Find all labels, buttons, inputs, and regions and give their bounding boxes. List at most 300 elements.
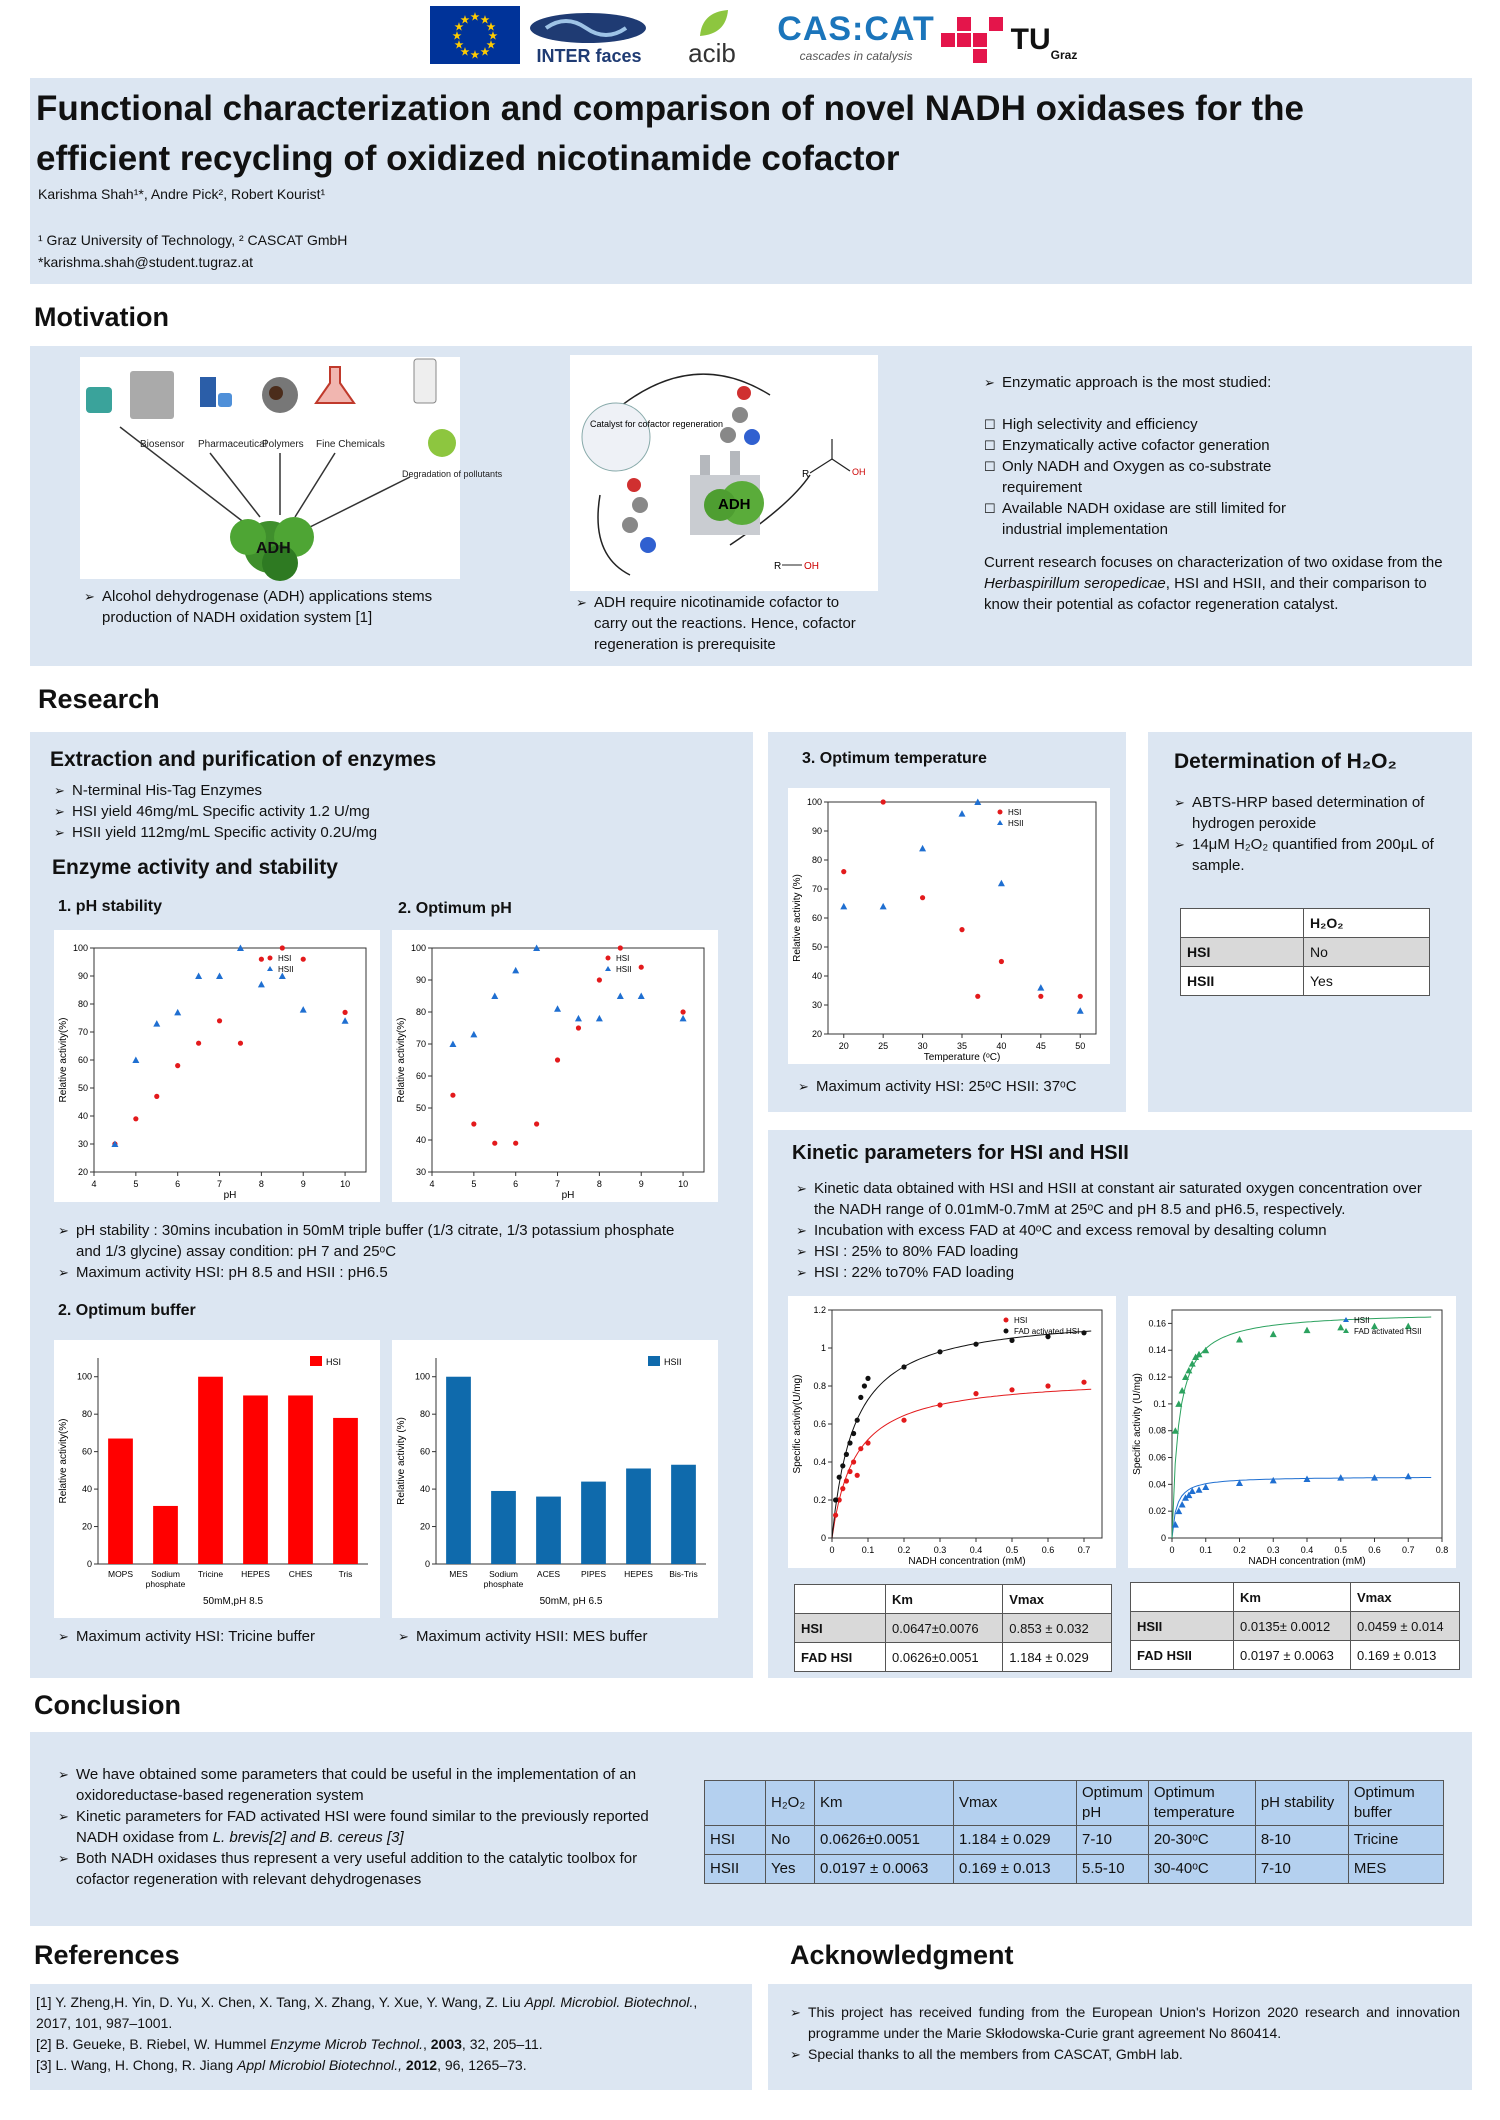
summary-header-cell: Optimum temperature — [1148, 1781, 1255, 1826]
reference-2: [2] B. Geueke, B. Riebel, W. Hummel Enzyme Microb Technol., 2003, 32, 205–11. — [36, 2036, 543, 2052]
kin-vmax: 0.853 ± 0.032 — [1003, 1614, 1112, 1643]
poster-title-line2: efficient recycling of oxidized nicotinamide cofactor — [36, 139, 900, 178]
data-point-hsi — [858, 1446, 863, 1451]
category-label: Tricine — [197, 1569, 224, 1579]
h2o2-table-header: H₂O₂ — [1304, 909, 1430, 938]
data-point-hsi — [840, 1486, 845, 1491]
summary-cell: 0.0197 ± 0.0063 — [815, 1855, 954, 1884]
degradation-icon — [414, 359, 456, 457]
fig1-caption-text: ➢ Alcohol dehydrogenase (ADH) applications stems production of NADH oxidation system [1] — [84, 586, 464, 628]
tu-blocks-icon — [941, 15, 1011, 65]
y-tick-label: 40 — [811, 971, 822, 981]
data-point-hsii — [1077, 1007, 1084, 1014]
data-point-hsii — [596, 1015, 603, 1022]
x-tick-label: 0.5 — [1334, 1545, 1348, 1555]
x-tick-label: 4 — [429, 1179, 435, 1189]
ref3-journal: Appl Microbiol Biotechnol., — [237, 2057, 403, 2073]
ref2-details: , 32, 205–11. — [461, 2036, 543, 2052]
svg-text:★: ★ — [452, 31, 462, 42]
x-tick-label: 0.8 — [1435, 1545, 1449, 1555]
y-tick-label: 40 — [77, 1111, 88, 1121]
summary-cell: HSI — [705, 1826, 766, 1855]
x-tick-label: 0 — [829, 1545, 835, 1555]
data-point-hsii — [880, 903, 887, 910]
y-tick-label: 90 — [415, 975, 426, 985]
data-point-hsi — [342, 1010, 347, 1015]
data-point-hsii — [680, 1015, 687, 1022]
y-tick-label: 60 — [81, 1446, 92, 1457]
y-tick-label: 40 — [81, 1484, 92, 1495]
data-point-hsii — [491, 993, 498, 1000]
data-point-hsi — [844, 1478, 849, 1483]
data-point-hsii — [554, 1005, 561, 1012]
data-point-hsii — [1037, 984, 1044, 991]
motivation-heading: Motivation — [34, 302, 169, 332]
eu-stars-icon — [430, 6, 520, 64]
ref1-authors: [1] Y. Zheng,H. Yin, D. Yu, X. Chen, X. Tang, X. Zhang, Y. Xue, Y. Wang, Z. Liu — [36, 1994, 525, 2010]
data-point-hsi — [975, 994, 980, 999]
legend-marker — [310, 1356, 322, 1366]
summary-header-cell — [705, 1781, 766, 1826]
x-tick-label: 25 — [878, 1041, 889, 1051]
kinetic-point: ➢ HSI : 22% to70% FAD loading — [796, 1262, 1446, 1283]
x-axis-label: pH — [561, 1190, 575, 1201]
y-axis-label: Relative activity (%) — [792, 874, 803, 962]
fit-curve — [832, 1389, 1091, 1538]
x-tick-label: 8 — [258, 1179, 264, 1189]
x-axis-label: 50mM, pH 6.5 — [539, 1596, 603, 1607]
h2o2-row-label: HSII — [1181, 967, 1304, 996]
buffer-hsii-note — [398, 1626, 728, 1647]
h2o2-heading: Determination of H₂O₂ — [1174, 750, 1397, 773]
data-point-fad-activated-hsi — [847, 1440, 852, 1445]
category-label: Tris — [338, 1569, 353, 1579]
legend-marker — [997, 820, 1003, 825]
buffer-hsii-chart — [392, 1340, 718, 1618]
extraction-point: ➢ HSI yield 46mg/mL Specific activity 1.2 U/mg — [54, 801, 714, 822]
ref3-year: 2012 — [405, 2057, 438, 2073]
svg-text:★: ★ — [488, 31, 498, 42]
y-tick-label: 0.08 — [1148, 1425, 1166, 1436]
y-tick-label: 100 — [72, 943, 88, 953]
conclusion-point2-species: L. brevis[2] and B. cereus [3] — [212, 1829, 404, 1846]
y-tick-label: 0.02 — [1148, 1506, 1166, 1517]
y-tick-label: 80 — [811, 855, 822, 865]
x-tick-label: 0.3 — [933, 1545, 947, 1555]
interfaces-logo — [524, 6, 654, 70]
summary-cell: 30-40ᵒC — [1148, 1855, 1255, 1884]
buffer-hsii-note-text: ➢ Maximum activity HSII: MES buffer — [398, 1626, 728, 1647]
species-name: Herbaspirillum seropedicae — [984, 575, 1166, 592]
optimum-buffer-heading: 2. Optimum buffer — [58, 1302, 196, 1319]
y-tick-label: 1 — [820, 1343, 826, 1353]
legend-marker — [267, 966, 273, 971]
data-point-hsi — [597, 977, 602, 982]
summary-cell: Yes — [766, 1855, 815, 1884]
category-label: Sodium — [489, 1569, 518, 1579]
current-research-part2: , HSI and HSII, and their comparison to know their potential as cofactor regeneration catalyst. — [984, 575, 1427, 613]
ph-notes — [58, 1220, 698, 1283]
data-point-hsi — [1078, 994, 1083, 999]
data-point-hsi — [576, 1025, 581, 1030]
data-point-fad-activated-hsi — [851, 1431, 856, 1436]
ph-note: ➢ pH stability : 30mins incubation in 50mM triple buffer (1/3 citrate, 1/3 potassium phosphate and 1/3 glycine) assay condition: pH 7 and 25ᵒC — [58, 1220, 698, 1262]
acknowledgment-heading: Acknowledgment — [790, 1940, 1014, 1970]
y-axis-label: Relative activity (%) — [396, 1417, 407, 1505]
data-point-fad-activated-hsi — [837, 1475, 842, 1480]
x-tick-label: 5 — [133, 1179, 139, 1189]
x-tick-label: 5 — [471, 1179, 477, 1189]
x-tick-label: 0.1 — [861, 1545, 875, 1555]
y-tick-label: 0.14 — [1148, 1345, 1166, 1356]
legend-label: HSI — [616, 954, 630, 963]
data-point-hsii — [1270, 1477, 1277, 1484]
legend-marker — [606, 956, 611, 961]
x-tick-label: 0.4 — [969, 1545, 983, 1555]
y-tick-label: 100 — [410, 943, 426, 953]
data-point-hsii — [840, 903, 847, 910]
data-point-hsii — [195, 973, 202, 980]
data-point-fad-activated-hsi — [858, 1395, 863, 1400]
summary-cell: 0.169 ± 0.013 — [954, 1855, 1077, 1884]
data-point-hsi — [833, 1513, 838, 1518]
bar — [243, 1395, 268, 1564]
y-tick-label: 0.12 — [1148, 1372, 1166, 1383]
x-axis-label: Temperature (ᵒC) — [923, 1052, 1001, 1063]
summary-cell: 0.0626±0.0051 — [815, 1826, 954, 1855]
reference-1 — [36, 1992, 736, 2034]
data-point-hsii — [470, 1031, 477, 1038]
data-point-fad-activated-hsii — [1270, 1331, 1277, 1338]
legend-marker — [648, 1356, 660, 1366]
bar — [108, 1439, 133, 1564]
optimum-ph-chart — [392, 930, 718, 1202]
y-tick-label: 20 — [419, 1521, 430, 1532]
kin-km: 0.0197 ± 0.0063 — [1234, 1641, 1351, 1670]
h2o2-points — [1174, 792, 1444, 876]
x-tick-label: 0.7 — [1077, 1545, 1091, 1555]
data-point-hsi — [973, 1391, 978, 1396]
legend-label: HSII — [616, 965, 632, 974]
plot-frame — [832, 1310, 1102, 1538]
bar — [536, 1497, 561, 1564]
poster-title-line1: Functional characterization and comparison of novel NADH oxidases for the — [36, 89, 1304, 128]
kin-km: 0.0135± 0.0012 — [1234, 1612, 1351, 1641]
summary-cell: 7-10 — [1077, 1826, 1149, 1855]
checklist-item: ☐ High selectivity and efficiency — [984, 414, 1314, 435]
data-point-hsi — [1038, 994, 1043, 999]
acknowledgment-point: ➢ This project has received funding from the European Union's Horizon 2020 research and innovation programme under the Marie Skłodowska-Curie grant agreement No 860414. — [790, 2002, 1460, 2044]
data-point-hsii — [998, 880, 1005, 887]
svg-text:★: ★ — [480, 15, 490, 26]
data-point-hsi — [301, 957, 306, 962]
fig2-caption-text: ➢ ADH require nicotinamide cofactor to carry out the reactions. Hence, cofactor regeneration is prerequisite — [576, 592, 876, 655]
ph-stability-chart — [54, 930, 380, 1202]
temperature-chart — [788, 788, 1110, 1064]
fig2-oh-label-bottom: OH — [804, 561, 819, 572]
summary-header-cell: H₂O₂ — [766, 1781, 815, 1826]
bar — [581, 1482, 606, 1564]
data-point-hsi — [680, 1009, 685, 1014]
data-point-hsi — [450, 1093, 455, 1098]
summary-header-cell: Optimum pH — [1077, 1781, 1149, 1826]
summary-cell: No — [766, 1826, 815, 1855]
approach-text: ➢ Enzymatic approach is the most studied: — [984, 372, 1404, 393]
svg-text:★: ★ — [486, 40, 496, 51]
x-tick-label: 30 — [917, 1041, 928, 1051]
plot-frame — [1172, 1310, 1442, 1538]
svg-text:★: ★ — [460, 47, 470, 58]
temperature-note — [798, 1076, 1118, 1097]
data-point-fad-activated-hsi — [833, 1497, 838, 1502]
category-label: PIPES — [580, 1569, 607, 1579]
x-tick-label: 45 — [1035, 1041, 1046, 1051]
temperature-note-text: ➢ Maximum activity HSI: 25ᵒC HSII: 37ᵒC — [798, 1076, 1118, 1097]
h2o2-row-value: Yes — [1304, 967, 1430, 996]
bar — [491, 1491, 516, 1564]
fit-curve — [1172, 1478, 1431, 1539]
interfaces-logo-text: INTER faces — [536, 45, 642, 66]
ref1-details: , 2017, 101, 987–1001. — [36, 1994, 698, 2031]
data-point-hsi — [901, 1418, 906, 1423]
bar — [671, 1465, 696, 1564]
fine-chemicals-icon — [316, 367, 354, 403]
acknowledgment-points — [790, 2002, 1460, 2065]
acib-logo-text: acib — [688, 37, 736, 68]
data-point-hsi — [920, 895, 925, 900]
data-point-hsii — [617, 993, 624, 1000]
data-point-hsii — [1405, 1473, 1412, 1480]
y-tick-label: 0.16 — [1148, 1318, 1166, 1329]
conclusion-point: ➢ We have obtained some parameters that could be useful in the implementation of an oxidoreductase-based regeneration system — [58, 1764, 688, 1806]
y-tick-label: 50 — [415, 1103, 426, 1113]
legend-marker — [605, 966, 611, 971]
kinetic-point: ➢ Kinetic data obtained with HSI and HSII at constant air saturated oxygen concentration over the NADH range of 0.01mM-0.7mM at 25ᵒC and pH 8.5 and pH6.5, respectively. — [796, 1178, 1446, 1220]
fit-curve — [832, 1331, 1091, 1538]
x-axis-label: NADH concentration (mM) — [908, 1556, 1026, 1567]
data-point-hsi — [639, 965, 644, 970]
data-point-hsii — [575, 1015, 582, 1022]
y-tick-label: 0 — [820, 1533, 826, 1543]
kin-row-label: FAD HSI — [795, 1643, 886, 1672]
data-point-fad-activated-hsii — [1304, 1327, 1311, 1334]
data-point-hsi — [175, 1063, 180, 1068]
summary-cell: 5.5-10 — [1077, 1855, 1149, 1884]
ref3-authors: [3] L. Wang, H. Chong, R. Jiang — [36, 2057, 238, 2073]
y-tick-label: 0.1 — [1153, 1398, 1166, 1409]
kin-km: 0.0626±0.0051 — [886, 1643, 1003, 1672]
y-tick-label: 80 — [81, 1409, 92, 1420]
summary-table — [704, 1780, 1444, 1884]
ref1-journal: Appl. Microbiol. Biotechnol. — [524, 1994, 694, 2010]
y-tick-label: 70 — [415, 1039, 426, 1049]
biosensor-icon — [86, 387, 112, 413]
ph-note: ➢ Maximum activity HSI: pH 8.5 and HSII : pH6.5 — [58, 1262, 698, 1283]
tugraz-logo — [944, 14, 1078, 66]
category-label: MES — [449, 1569, 468, 1579]
data-point-fad-activated-hsi — [865, 1376, 870, 1381]
x-tick-label: 10 — [678, 1179, 689, 1189]
affiliations: ¹ Graz University of Technology, ² CASCAT GmbH — [38, 232, 348, 248]
summary-header-cell: Vmax — [954, 1781, 1077, 1826]
extraction-heading: Extraction and purification of enzymes — [50, 748, 437, 771]
bar — [446, 1377, 471, 1564]
cascat-logo — [776, 6, 936, 66]
summary-cell: HSII — [705, 1855, 766, 1884]
data-point-hsii — [342, 1017, 349, 1024]
kinetic-hsi-chart — [788, 1296, 1116, 1568]
y-axis-label: Relative activity(%) — [58, 1017, 69, 1103]
buffer-hsi-note — [58, 1626, 388, 1647]
data-point-hsi — [618, 945, 623, 950]
data-point-hsi — [847, 1469, 852, 1474]
legend-marker — [268, 956, 273, 961]
adh-cofactor-figure — [570, 355, 878, 591]
extraction-point: ➢ N-terminal His-Tag Enzymes — [54, 780, 714, 801]
current-research-text — [984, 552, 1454, 615]
data-point-fad-activated-hsi — [862, 1383, 867, 1388]
y-tick-label: 70 — [811, 884, 822, 894]
conclusion-point2-text: Kinetic parameters for FAD activated HSI were found similar to the previously reported NADH oxidase from — [76, 1808, 649, 1846]
summary-header-cell: Optimum buffer — [1348, 1781, 1443, 1826]
conclusion-point — [58, 1806, 688, 1848]
fig2-catalyst-label: Catalyst for cofactor regeneration — [590, 419, 724, 429]
data-point-hsii — [959, 810, 966, 817]
legend-label: HSII — [278, 965, 294, 974]
h2o2-table — [1180, 908, 1430, 996]
kinetic-table-hsii — [1130, 1582, 1460, 1670]
x-tick-label: 0.1 — [1199, 1545, 1213, 1555]
category-label: HEPES — [241, 1569, 270, 1579]
category-label: phosphate — [483, 1579, 524, 1589]
data-point-hsii — [132, 1057, 139, 1064]
y-tick-label: 30 — [811, 1000, 822, 1010]
y-tick-label: 100 — [76, 1371, 92, 1382]
kinetic-heading: Kinetic parameters for HSI and HSII — [792, 1142, 1129, 1164]
ref2-authors: [2] B. Geueke, B. Riebel, W. Hummel — [36, 2036, 271, 2052]
kin-row-label: FAD HSII — [1131, 1641, 1234, 1670]
y-tick-label: 0.8 — [813, 1381, 826, 1391]
checklist-item: ☐ Available NADH oxidase are still limited for industrial implementation — [984, 498, 1314, 540]
summary-cell: Tricine — [1348, 1826, 1443, 1855]
data-point-hsi — [280, 945, 285, 950]
x-tick-label: 8 — [596, 1179, 602, 1189]
y-tick-label: 20 — [811, 1029, 822, 1039]
kinetic-table-hsi — [794, 1584, 1112, 1672]
data-point-hsi — [1081, 1380, 1086, 1385]
y-tick-label: 80 — [77, 999, 88, 1009]
x-tick-label: 9 — [638, 1179, 644, 1189]
vmax-header: Vmax — [1003, 1585, 1112, 1614]
legend-label: HSI — [278, 954, 292, 963]
kin-km: 0.0647±0.0076 — [886, 1614, 1003, 1643]
x-axis-label: pH — [223, 1190, 237, 1201]
data-point-fad-activated-hsii — [1196, 1351, 1203, 1358]
data-point-fad-activated-hsi — [901, 1364, 906, 1369]
kin-row-label: HSII — [1131, 1612, 1234, 1641]
summary-cell: MES — [1348, 1855, 1443, 1884]
data-point-hsi — [534, 1121, 539, 1126]
motivation-checklist — [984, 414, 1314, 540]
plot-frame — [432, 948, 704, 1172]
x-tick-label: 6 — [175, 1179, 181, 1189]
fig1-caption — [84, 586, 464, 628]
y-tick-label: 0.4 — [813, 1457, 826, 1467]
data-point-hsii — [153, 1020, 160, 1027]
y-tick-label: 100 — [414, 1371, 430, 1382]
data-point-hsi — [1045, 1383, 1050, 1388]
x-tick-label: 0.6 — [1041, 1545, 1055, 1555]
y-tick-label: 30 — [415, 1167, 426, 1177]
category-label: CHES — [288, 1569, 313, 1579]
plot-frame — [828, 802, 1096, 1034]
data-point-hsi — [999, 959, 1004, 964]
kinetic-point: ➢ HSI : 25% to 80% FAD loading — [796, 1241, 1446, 1262]
h2o2-point: ➢ 14μM H₂O₂ quantified from 200μL of sample. — [1174, 834, 1444, 876]
h2o2-row-value: No — [1304, 938, 1430, 967]
data-point-hsi — [1009, 1387, 1014, 1392]
y-tick-label: 40 — [415, 1135, 426, 1145]
svg-text:★: ★ — [480, 47, 490, 58]
x-tick-label: 40 — [996, 1041, 1007, 1051]
bar — [288, 1395, 313, 1564]
y-tick-label: 90 — [811, 826, 822, 836]
y-tick-label: 80 — [415, 1007, 426, 1017]
activity-heading: Enzyme activity and stability — [52, 856, 338, 879]
bar — [626, 1468, 651, 1564]
data-point-hsi — [217, 1018, 222, 1023]
svg-text:★: ★ — [454, 40, 464, 51]
legend-label: HSII — [1354, 1316, 1370, 1325]
x-axis-label: NADH concentration (mM) — [1248, 1556, 1366, 1567]
data-point-hsi — [855, 1473, 860, 1478]
data-point-hsii — [449, 1041, 456, 1048]
kinetic-points — [796, 1178, 1446, 1283]
kin-vmax: 0.0459 ± 0.014 — [1350, 1612, 1459, 1641]
legend-label: HSII — [664, 1357, 682, 1367]
data-point-hsii — [1337, 1474, 1344, 1481]
y-tick-label: 90 — [77, 971, 88, 981]
summary-cell: 8-10 — [1255, 1826, 1348, 1855]
data-point-hsi — [471, 1121, 476, 1126]
y-tick-label: 60 — [811, 913, 822, 923]
buffer-hsi-chart — [54, 1340, 380, 1618]
authors: Karishma Shah¹*, Andre Pick², Robert Kourist¹ — [38, 186, 326, 202]
summary-cell: 20-30ᵒC — [1148, 1826, 1255, 1855]
h2o2-point: ➢ ABTS-HRP based determination of hydrogen peroxide — [1174, 792, 1444, 834]
y-tick-label: 1.2 — [813, 1305, 826, 1315]
x-tick-label: 7 — [555, 1179, 561, 1189]
y-tick-label: 50 — [811, 942, 822, 952]
y-tick-label: 20 — [81, 1521, 92, 1532]
y-tick-label: 60 — [415, 1071, 426, 1081]
data-point-hsii — [300, 1006, 307, 1013]
data-point-hsii — [512, 967, 519, 974]
data-point-fad-activated-hsi — [855, 1418, 860, 1423]
y-tick-label: 60 — [77, 1055, 88, 1065]
x-tick-label: 0.6 — [1368, 1545, 1381, 1555]
svg-text:★: ★ — [486, 22, 496, 33]
data-point-hsi — [513, 1141, 518, 1146]
data-point-fad-activated-hsii — [1337, 1324, 1344, 1331]
buffer-hsi-note-text: ➢ Maximum activity HSI: Tricine buffer — [58, 1626, 388, 1647]
category-label: MOPS — [107, 1569, 134, 1579]
cascat-logo-subtitle: cascades in catalysis — [799, 48, 913, 63]
references-list — [36, 1992, 736, 2076]
research-heading: Research — [38, 684, 160, 714]
polymers-icon — [262, 377, 298, 413]
summary-cell: 1.184 ± 0.029 — [954, 1826, 1077, 1855]
